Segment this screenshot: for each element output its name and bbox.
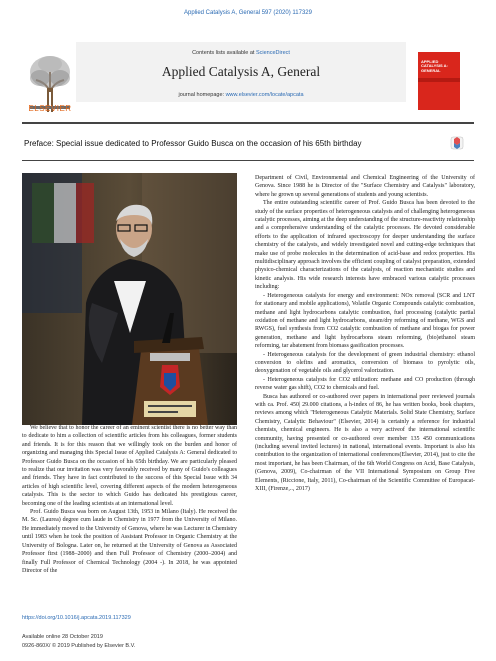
body-paragraph: We believe that to honor the career of an eminent scientist there is no better way than to dedicate to him a collection of scientific articles from his colleagues, former students and friends. It is for this reason that we willingly took on the burden and honor of organizing and managing this Special Issue of Applied Catalysis A: General dedicated to Professor Guido Busca on the occasion of his 65th birthday. We are particularly pleased to realize that our invitation was very favorably received by many of Guido's colleagues and friends. They have in fact contributed to the success of this Special Issue with 34 articles of high scientific level, covering different aspects of the modern heterogeneous catalysis. This is the sector to which Guido has dedicated his prestigious career, becoming one of the leading scientists at an international level. <box>22 425 237 507</box>
sciencedirect-link[interactable]: ScienceDirect <box>255 50 290 56</box>
journal-cover-thumbnail[interactable] <box>418 52 460 110</box>
homepage-line <box>76 92 406 98</box>
contents-prefix: Contents lists available at <box>192 50 256 56</box>
body-paragraph: - Heterogeneous catalysts for energy and environment: NOx removal (SCR and LNT for stationary and mobile applications), Volatile Organic Compounds catalytic combustion, methane and light hydrocarbons catalytic combustion, fuel processing (catalytic partial oxidation of methane and light hydrocarbons, steam/dry reforming of methane, WGS and RWGS), fuel synthesis from CO2 catalytic combustion of methane and biogas for power generation, methane and light hydrocarbons steam reforming, (bio)ethanol steam reforming, tar abatement from biomass gasification processes. <box>255 292 475 350</box>
available-online: Available online 28 October 2019 <box>22 634 103 640</box>
body-paragraph: Department of Civil, Environmental and Chemical Engineering of the University of Genova. Since 1988 he is Director of the "Surface Chemistry and Catalysis" laboratory, where he grown up several generations of students and young scientists. <box>255 175 475 198</box>
doi-link[interactable]: https://doi.org/10.1016/j.apcata.2019.117329 <box>22 615 131 621</box>
elsevier-wordmark: ELSEVIER <box>28 104 72 113</box>
contents-line <box>76 50 406 56</box>
professor-photo <box>22 173 237 425</box>
body-paragraph: - Heterogeneous catalysts for the development of green industrial chemistry: ethanol conversion to olefins and aromatics, conversion of biomass to pyrolytic oils, deoxygenation of vegetable oils and glycerol valorization. <box>255 351 475 375</box>
copyright-line: 0926-860X/ © 2019 Published by Elsevier B.V. <box>22 643 136 649</box>
body-paragraph: Busca has authored or co-authored over papers in international peer reviewed journals with ca. Prof. 450| 29.000 citations, a h-index of 86, he has written books, book chapters, reviews among which "Heterogeneous Catalytic Materials. Solid State Chemistry, Surface Chemistry, Catalytic Behaviour" (Elsevier, 2014) is certainly a reference for industrial chemists, chemical engineers. He is also a very activeof the international scientific community, having presented or co-authored over member 135 450 communications (including several invited lectures) in national, international events. Important is also his contribution to the organization of international conferences(Elsevier, 2014), just to cite the most important, he has been Chairman, of the 6th World Congress on Acid, Base Catalysis, (Genova, 2009), Co-chairman of the VII International Symposium on Group Five Elements, (Riccione, Italy, 2011), Co-chairman of the Scientific Committee of Europacat-XIII, (Firenze,.., 2017) <box>255 393 475 493</box>
title-rule <box>22 160 474 161</box>
header-rule <box>22 122 474 124</box>
homepage-link[interactable]: www.elsevier.com/locate/apcata <box>225 92 304 98</box>
homepage-label: journal homepage: <box>178 92 226 98</box>
journal-title: Applied Catalysis A, General <box>161 64 321 79</box>
right-column-text <box>255 174 475 493</box>
cover-band <box>418 78 460 82</box>
body-paragraph: Prof. Guido Busca was born on August 13th, 1953 in Milano (Italy). He received the M. Sc. (Laurea) degree cum laude in Chemistry in 1977 from the University of Milano. He immediately moved to the University of Genova, where he was Lecturer in Chemistry until 1983 when he took the position of Assistant Professor in Organic Chemistry at the University of Bologna. Later on, he returned at the University of Genova as Associated Professor first (1988–2000) and then Full Professor of Chemistry (2000–2004) and finally Full Professor of Chemical Technology (2004 -). In 2018, he was appointed Director of the <box>22 509 237 574</box>
crossmark-icon[interactable] <box>450 136 464 150</box>
left-column-text <box>22 424 237 575</box>
article-title: Preface: Special issue dedicated to Professor Guido Busca on the occasion of his 65th birthday <box>24 139 362 148</box>
body-paragraph: The entire outstanding scientific career of Prof. Guido Busca has been devoted to the study of the surface properties of heterogeneous catalysts and of challenging heterogeneous catalytic processes, aiming at the deep understanding of the structure-reactivity relationship and a comprehensive understanding of the catalytic processes. He devoted considerable efforts to the application of infrared spectroscopy for deeper understanding the surface chemistry of the catalysts, and widely investigated novel and cutting-edge techniques that make use of probe molecules in the determination of acid-base and redox properties. His multidisciplinary approach involves the efficient coupling of catalyst preparation, extended physico-chemical characterizations of the catalysts, of reaction mechanistic studies and kinetic analysis. His wide research interests have embraced various catalytic processes including: <box>255 200 475 291</box>
cover-title: APPLIED CATALYSIS A: GENERAL <box>421 59 448 73</box>
body-paragraph: - Heterogeneous catalysts for CO2 utilization: methane and CO production (through reverse water gas shift), CO2 to chemicals and fuel. <box>255 376 475 392</box>
journal-reference[interactable]: Applied Catalysis A, General 597 (2020) 117329 <box>184 10 312 16</box>
